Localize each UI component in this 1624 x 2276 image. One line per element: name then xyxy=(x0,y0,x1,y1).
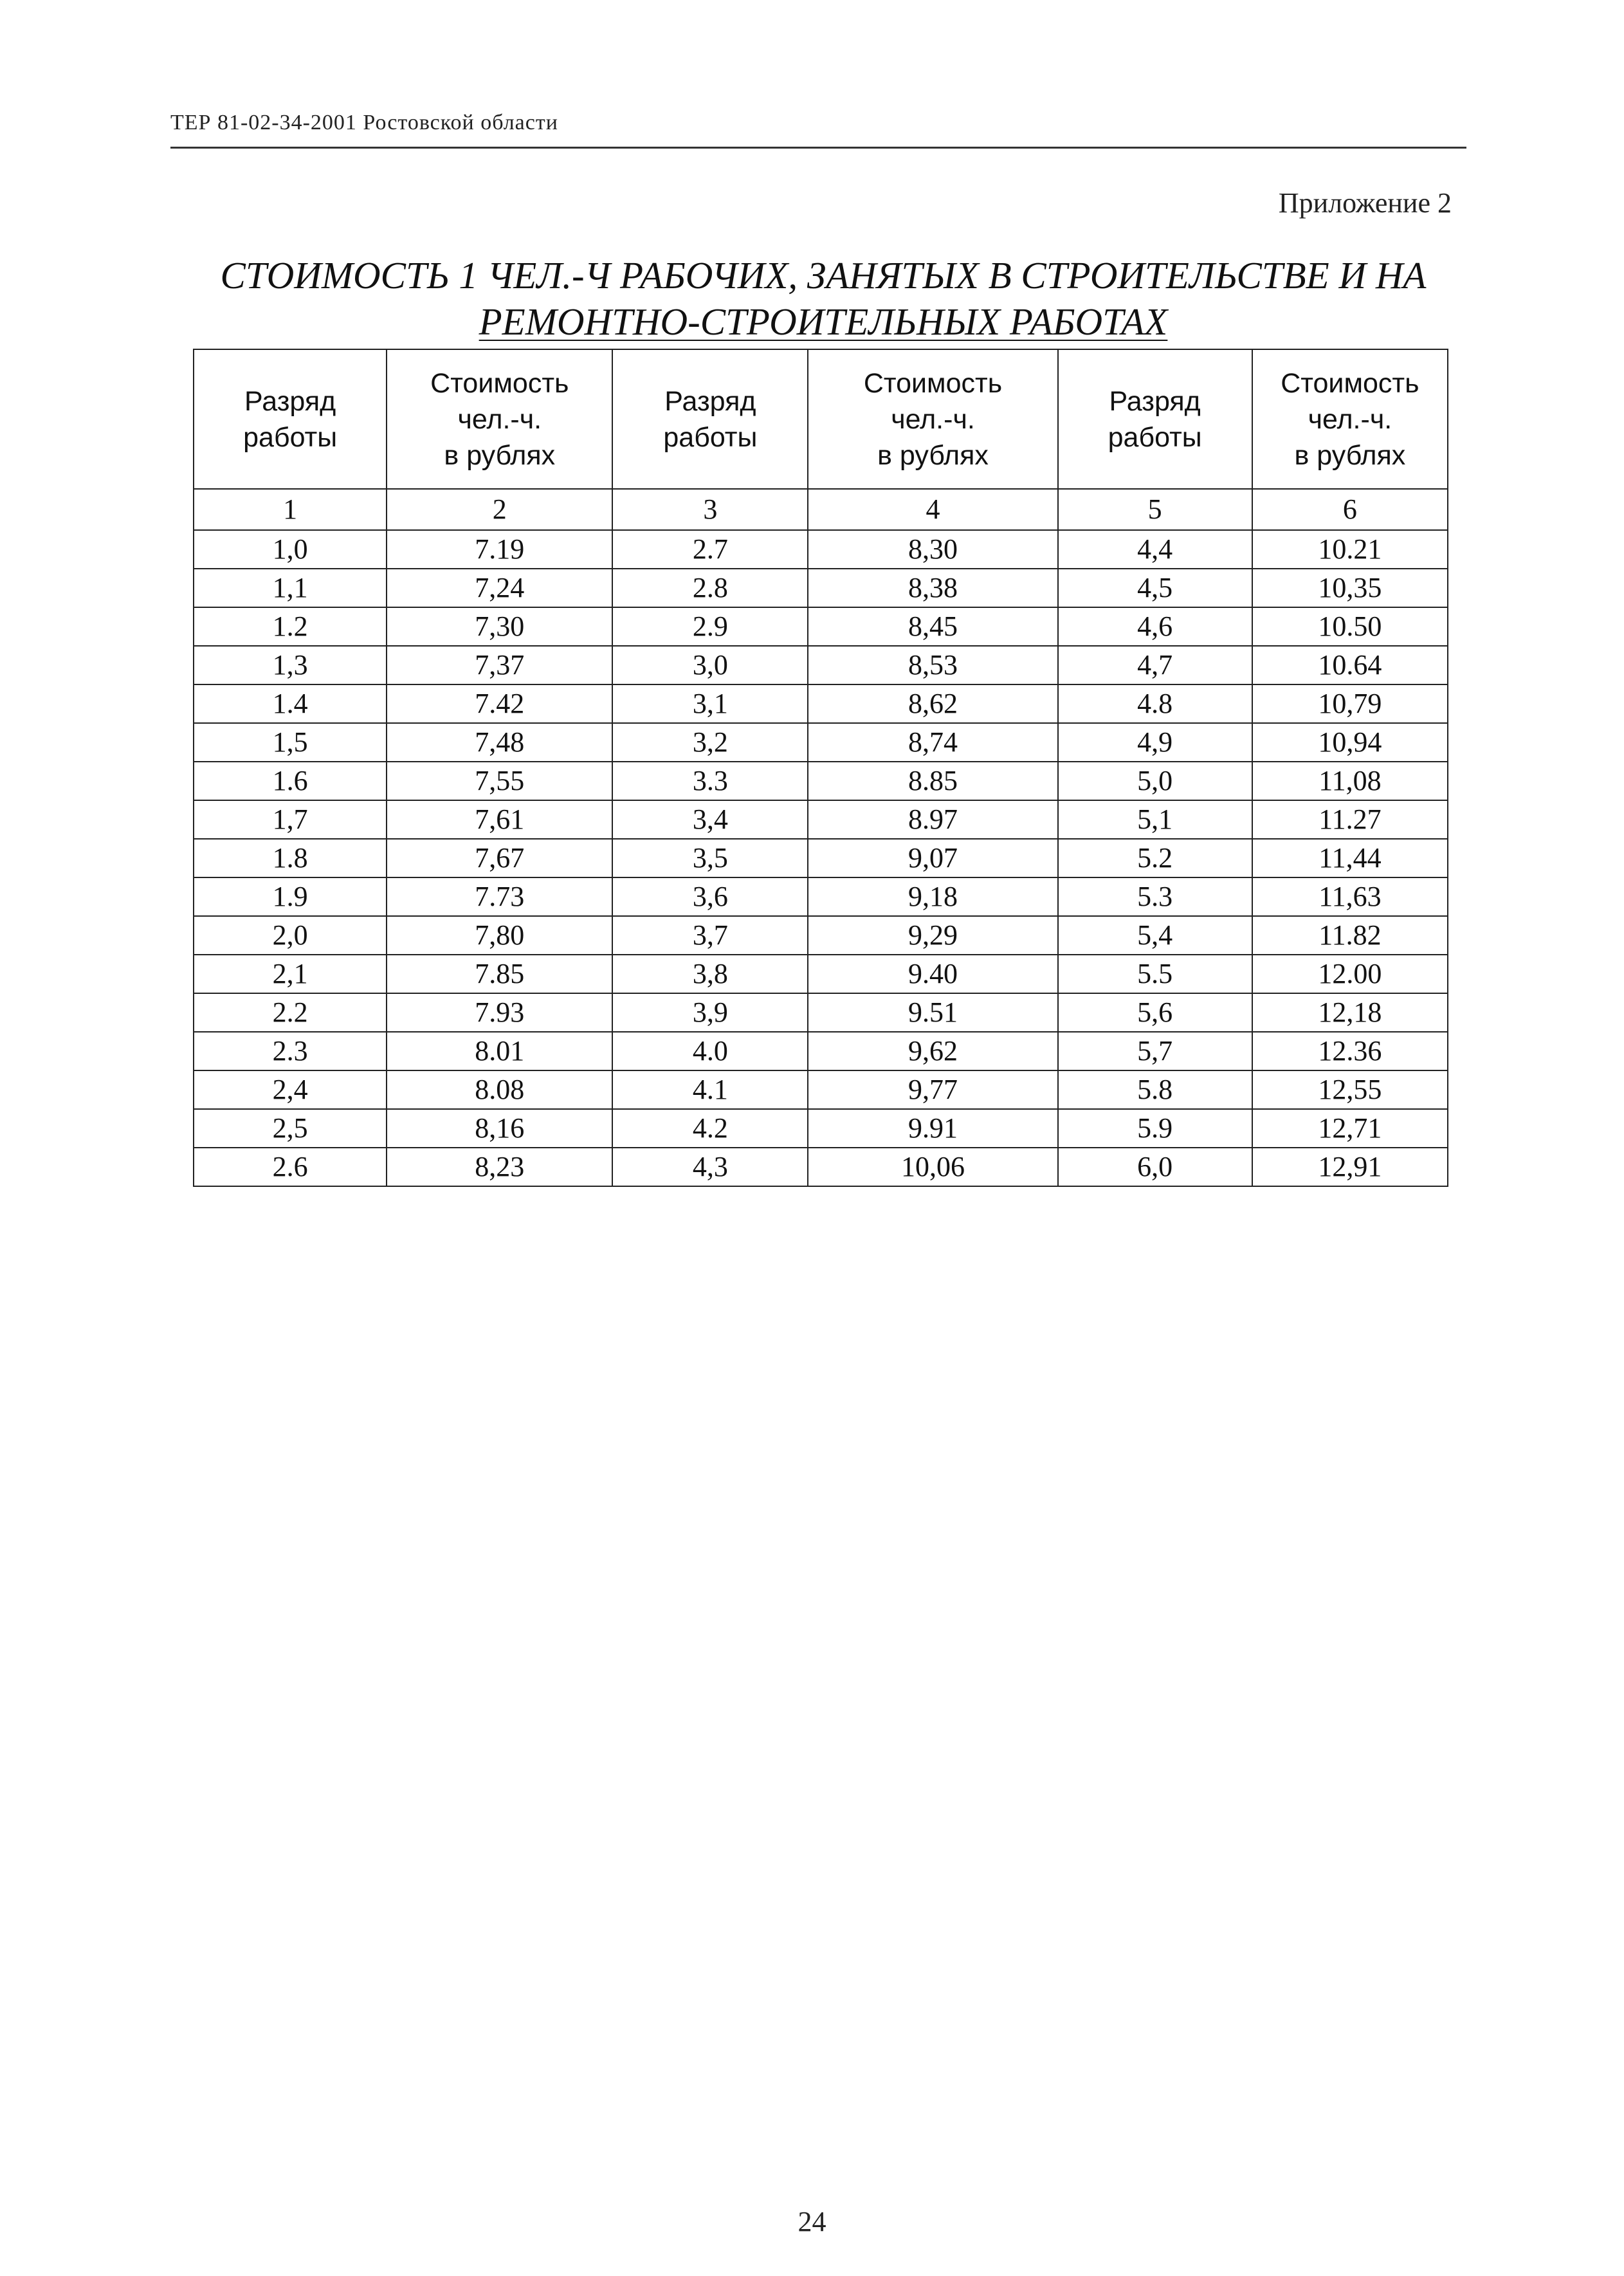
cost-cell: 8,45 xyxy=(808,607,1057,646)
cost-cell: 9,18 xyxy=(808,877,1057,916)
grade-cell: 1,0 xyxy=(194,530,387,569)
grade-cell: 2,1 xyxy=(194,955,387,993)
cost-cell: 7,55 xyxy=(387,762,612,800)
cost-cell: 7,30 xyxy=(387,607,612,646)
table-row xyxy=(194,762,1448,800)
grade-cell: 1,5 xyxy=(194,723,387,762)
table-row xyxy=(194,607,1448,646)
grade-cell: 1.4 xyxy=(194,684,387,723)
column-number: 4 xyxy=(808,489,1057,530)
cost-cell: 11,63 xyxy=(1252,877,1448,916)
grade-cell: 5,4 xyxy=(1058,916,1252,955)
grade-cell: 3.3 xyxy=(612,762,808,800)
grade-cell: 4.1 xyxy=(612,1070,808,1109)
cost-cell: 12,18 xyxy=(1252,993,1448,1032)
cost-cell: 8,30 xyxy=(808,530,1057,569)
grade-cell: 4.2 xyxy=(612,1109,808,1148)
column-number: 5 xyxy=(1058,489,1252,530)
cost-cell: 9.51 xyxy=(808,993,1057,1032)
grade-cell: 2.9 xyxy=(612,607,808,646)
table-row xyxy=(194,569,1448,607)
grade-cell: 1.8 xyxy=(194,839,387,877)
header-grade-2: Разряд работы xyxy=(612,349,808,489)
table-row xyxy=(194,916,1448,955)
cost-cell: 7,24 xyxy=(387,569,612,607)
cost-cell: 7.73 xyxy=(387,877,612,916)
grade-cell: 6,0 xyxy=(1058,1148,1252,1186)
cost-cell: 7.19 xyxy=(387,530,612,569)
cost-cell: 10.21 xyxy=(1252,530,1448,569)
cost-cell: 7,37 xyxy=(387,646,612,684)
grade-cell: 2.2 xyxy=(194,993,387,1032)
cost-cell: 11,44 xyxy=(1252,839,1448,877)
grade-cell: 4.0 xyxy=(612,1032,808,1070)
grade-cell: 3,1 xyxy=(612,684,808,723)
cost-cell: 10,94 xyxy=(1252,723,1448,762)
cost-cell: 11,08 xyxy=(1252,762,1448,800)
document-code-header: ТЕР 81-02-34-2001 Ростовской области xyxy=(170,111,558,134)
table-row xyxy=(194,646,1448,684)
grade-cell: 3,4 xyxy=(612,800,808,839)
grade-cell: 5.8 xyxy=(1058,1070,1252,1109)
table-row xyxy=(194,1032,1448,1070)
grade-cell: 3,0 xyxy=(612,646,808,684)
table-row xyxy=(194,1148,1448,1186)
grade-cell: 1,1 xyxy=(194,569,387,607)
header-cost-2: Стоимость чел.-ч. в рублях xyxy=(808,349,1057,489)
cost-cell: 12,91 xyxy=(1252,1148,1448,1186)
grade-cell: 5.3 xyxy=(1058,877,1252,916)
grade-cell: 1.2 xyxy=(194,607,387,646)
grade-cell: 2.7 xyxy=(612,530,808,569)
grade-cell: 1.9 xyxy=(194,877,387,916)
grade-cell: 3,9 xyxy=(612,993,808,1032)
header-rule xyxy=(170,147,1466,149)
cost-cell: 10.64 xyxy=(1252,646,1448,684)
cost-cell: 8.85 xyxy=(808,762,1057,800)
cost-cell: 12.36 xyxy=(1252,1032,1448,1070)
grade-cell: 4,5 xyxy=(1058,569,1252,607)
cost-cell: 8,16 xyxy=(387,1109,612,1148)
cost-cell: 9,77 xyxy=(808,1070,1057,1109)
table-row xyxy=(194,1109,1448,1148)
cost-cell: 7,67 xyxy=(387,839,612,877)
grade-cell: 3,8 xyxy=(612,955,808,993)
grade-cell: 2.3 xyxy=(194,1032,387,1070)
cost-cell: 8,74 xyxy=(808,723,1057,762)
column-number: 6 xyxy=(1252,489,1448,530)
cost-cell: 10,06 xyxy=(808,1148,1057,1186)
grade-cell: 3,2 xyxy=(612,723,808,762)
table-row xyxy=(194,877,1448,916)
cost-cell: 8,53 xyxy=(808,646,1057,684)
cost-cell: 7,80 xyxy=(387,916,612,955)
cost-cell: 9.91 xyxy=(808,1109,1057,1148)
grade-cell: 2.8 xyxy=(612,569,808,607)
cost-cell: 9,29 xyxy=(808,916,1057,955)
cost-cell: 9.40 xyxy=(808,955,1057,993)
table-row xyxy=(194,993,1448,1032)
cost-cell: 8.97 xyxy=(808,800,1057,839)
grade-cell: 5,1 xyxy=(1058,800,1252,839)
grade-cell: 5.5 xyxy=(1058,955,1252,993)
header-cost-3: Стоимость чел.-ч. в рублях xyxy=(1252,349,1448,489)
cost-cell: 7.42 xyxy=(387,684,612,723)
grade-cell: 2,4 xyxy=(194,1070,387,1109)
grade-cell: 4,4 xyxy=(1058,530,1252,569)
table-row xyxy=(194,800,1448,839)
table-row xyxy=(194,723,1448,762)
cost-cell: 10.50 xyxy=(1252,607,1448,646)
grade-cell: 3,5 xyxy=(612,839,808,877)
table-row xyxy=(194,955,1448,993)
cost-cell: 8,23 xyxy=(387,1148,612,1186)
cost-cell: 8,38 xyxy=(808,569,1057,607)
cost-cell: 7.85 xyxy=(387,955,612,993)
cost-cell: 7.93 xyxy=(387,993,612,1032)
grade-cell: 4,6 xyxy=(1058,607,1252,646)
table-header-row xyxy=(194,349,1448,489)
cost-cell: 10,35 xyxy=(1252,569,1448,607)
grade-cell: 5,7 xyxy=(1058,1032,1252,1070)
cost-cell: 12,71 xyxy=(1252,1109,1448,1148)
document-title xyxy=(193,252,1454,345)
header-grade-3: Разряд работы xyxy=(1058,349,1252,489)
column-number: 3 xyxy=(612,489,808,530)
cost-cell: 7,48 xyxy=(387,723,612,762)
cost-cell: 7,61 xyxy=(387,800,612,839)
cost-cell: 12.00 xyxy=(1252,955,1448,993)
grade-cell: 1,7 xyxy=(194,800,387,839)
cost-cell: 10,79 xyxy=(1252,684,1448,723)
cost-cell: 11.27 xyxy=(1252,800,1448,839)
grade-cell: 4.8 xyxy=(1058,684,1252,723)
cost-cell: 9,62 xyxy=(808,1032,1057,1070)
cost-cell: 8,62 xyxy=(808,684,1057,723)
cost-cell: 12,55 xyxy=(1252,1070,1448,1109)
labor-cost-table xyxy=(193,349,1448,1187)
page-number: 24 xyxy=(798,2206,826,2237)
grade-cell: 2,0 xyxy=(194,916,387,955)
grade-cell: 4,9 xyxy=(1058,723,1252,762)
grade-cell: 5.2 xyxy=(1058,839,1252,877)
cost-cell: 8.08 xyxy=(387,1070,612,1109)
table-row xyxy=(194,684,1448,723)
title-line-1: СТОИМОСТЬ 1 ЧЕЛ.-Ч РАБОЧИХ, ЗАНЯТЫХ В СТРОИТЕЛЬСТВЕ И НА xyxy=(220,254,1427,297)
grade-cell: 3,6 xyxy=(612,877,808,916)
grade-cell: 2.6 xyxy=(194,1148,387,1186)
table-row xyxy=(194,839,1448,877)
grade-cell: 2,5 xyxy=(194,1109,387,1148)
column-number: 2 xyxy=(387,489,612,530)
grade-cell: 1.6 xyxy=(194,762,387,800)
header-cost-1: Стоимость чел.-ч. в рублях xyxy=(387,349,612,489)
grade-cell: 5,6 xyxy=(1058,993,1252,1032)
column-number-row xyxy=(194,489,1448,530)
cost-cell: 9,07 xyxy=(808,839,1057,877)
table-row xyxy=(194,530,1448,569)
appendix-label: Приложение 2 xyxy=(1278,187,1452,219)
grade-cell: 4,7 xyxy=(1058,646,1252,684)
grade-cell: 4,3 xyxy=(612,1148,808,1186)
column-number: 1 xyxy=(194,489,387,530)
cost-cell: 8.01 xyxy=(387,1032,612,1070)
table-row xyxy=(194,1070,1448,1109)
grade-cell: 5,0 xyxy=(1058,762,1252,800)
grade-cell: 3,7 xyxy=(612,916,808,955)
grade-cell: 5.9 xyxy=(1058,1109,1252,1148)
header-grade-1: Разряд работы xyxy=(194,349,387,489)
grade-cell: 1,3 xyxy=(194,646,387,684)
title-line-2: РЕМОНТНО-СТРОИТЕЛЬНЫХ РАБОТАХ xyxy=(479,300,1168,343)
cost-cell: 11.82 xyxy=(1252,916,1448,955)
